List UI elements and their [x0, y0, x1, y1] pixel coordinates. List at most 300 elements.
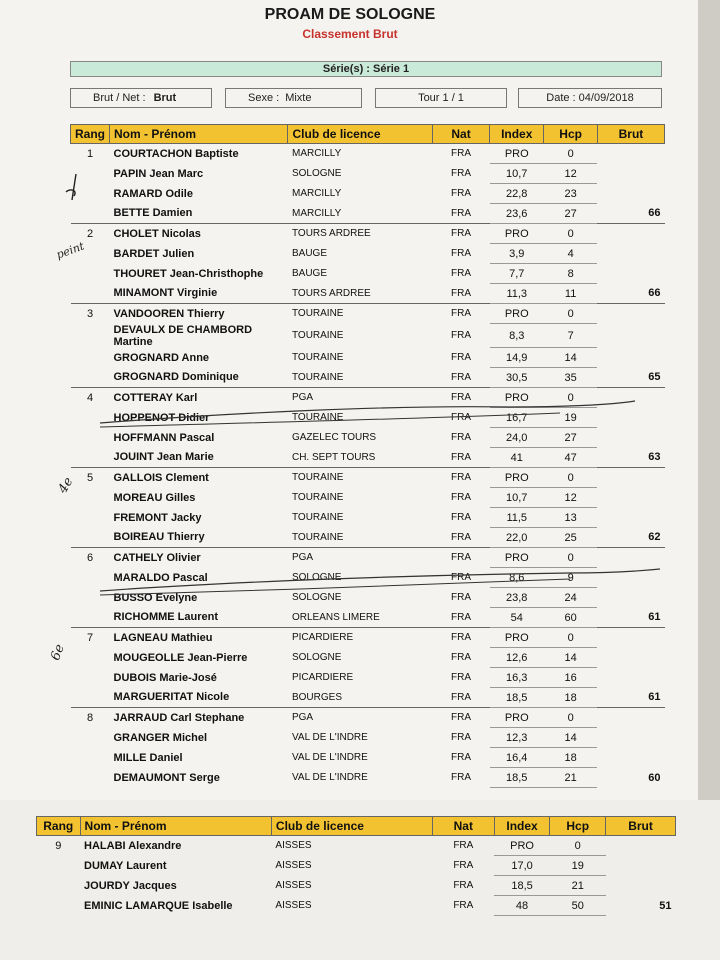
player-index: PRO [490, 144, 544, 164]
player-hcp: 14 [544, 728, 598, 748]
player-hcp: 16 [544, 668, 598, 688]
tour-value: Tour 1 / 1 [418, 92, 464, 104]
team-rank [71, 448, 110, 468]
serie-bar: Série(s) : Série 1 [70, 61, 662, 77]
player-index: 10,7 [490, 164, 544, 184]
player-index: PRO [490, 468, 544, 488]
player-name: DUMAY Laurent [84, 859, 167, 872]
player-club: TOURAINE [291, 512, 344, 523]
team-brut: 51 [659, 899, 672, 912]
player-name: LAGNEAU Mathieu [110, 628, 288, 648]
team-brut [606, 836, 676, 856]
player-hcp: 35 [544, 368, 598, 388]
player-name: PAPIN Jean Marc [113, 167, 204, 180]
player-nat: FRA [451, 432, 472, 443]
team-brut [597, 144, 664, 164]
player-club: PGA [288, 548, 432, 568]
team-brut: 61 [648, 611, 661, 624]
team-brut [597, 648, 664, 668]
player-club: VAL DE L'INDRE [291, 772, 368, 783]
player-name: MARALDO Pascal [113, 571, 208, 584]
page-title: PROAM DE SOLOGNE [264, 6, 436, 23]
player-name: HOPPENOT Didier [113, 411, 210, 424]
background-edge [698, 0, 720, 800]
player-index: 30,5 [490, 368, 544, 388]
team-rank [71, 648, 110, 668]
player-nat: FRA [451, 592, 472, 603]
player-club: MARCILLY [291, 148, 342, 160]
player-nat: FRA [451, 512, 472, 523]
team-brut [597, 548, 664, 568]
player-name: BUSSO Evelyne [113, 591, 198, 604]
team-brut [597, 388, 664, 408]
player-club: PGA [288, 388, 432, 408]
player-name: MOUGEOLLE Jean-Pierre [113, 651, 248, 664]
player-name: HOFFMANN Pascal [113, 431, 215, 444]
player-name: DEVAULX DE CHAMBORD Martine [113, 323, 253, 348]
player-name: DEMAUMONT Serge [113, 771, 220, 784]
player-nat: FRA [453, 880, 474, 891]
handwritten-note-2: peint [54, 239, 86, 262]
player-index: 22,0 [490, 528, 544, 548]
team-brut [597, 164, 664, 184]
player-name: BOIREAU Thierry [113, 531, 205, 544]
player-name: JARRAUD Carl Stephane [110, 708, 288, 728]
table-row [71, 748, 665, 768]
player-hcp: 12 [544, 164, 598, 184]
player-hcp: 0 [544, 388, 598, 408]
player-name: CATHELY Olivier [110, 548, 288, 568]
table-row [71, 468, 665, 488]
player-hcp: 0 [544, 304, 598, 324]
player-hcp: 47 [544, 448, 598, 468]
player-nat: FRA [451, 248, 472, 259]
team-brut [597, 408, 664, 428]
col-index: Index [490, 125, 544, 144]
team-rank: 3 [71, 304, 110, 324]
col-rang: Rang [37, 817, 81, 836]
player-nat: FRA [432, 708, 489, 728]
player-nat: FRA [451, 691, 472, 703]
player-club: PICARDIERE [288, 628, 432, 648]
table-row [71, 388, 665, 408]
player-name: RAMARD Odile [113, 187, 193, 200]
player-name: COTTERAY Karl [110, 388, 288, 408]
table-row [71, 264, 665, 284]
player-club: MARCILLY [291, 188, 342, 199]
team-brut [597, 244, 664, 264]
team-rank [37, 876, 81, 896]
results-table [70, 124, 665, 788]
player-hcp: 27 [544, 204, 598, 224]
team-brut [597, 628, 664, 648]
player-index: PRO [490, 708, 544, 728]
team-rank [71, 164, 110, 184]
player-club: TOURS ARDREE [288, 224, 432, 244]
tour-box [375, 88, 507, 108]
player-hcp: 24 [544, 588, 598, 608]
team-brut: 65 [648, 371, 661, 384]
player-index: 41 [490, 448, 544, 468]
team-brut [597, 348, 664, 368]
player-hcp: 19 [544, 408, 598, 428]
team-rank [71, 244, 110, 264]
player-name: JOURDY Jacques [84, 879, 177, 892]
brut-net-box [70, 88, 212, 108]
player-club: TOURAINE [291, 352, 344, 363]
player-nat: FRA [451, 207, 472, 219]
table-row [37, 836, 676, 856]
player-name: CHOLET Nicolas [110, 224, 288, 244]
col-brut: Brut [597, 125, 664, 144]
player-index: 3,9 [490, 244, 544, 264]
team-rank [71, 488, 110, 508]
team-brut [597, 728, 664, 748]
player-club: AISSES [275, 840, 312, 852]
team-rank [71, 324, 110, 348]
team-brut [597, 264, 664, 284]
player-nat: FRA [451, 492, 472, 503]
player-hcp: 0 [544, 224, 598, 244]
player-club: AISSES [275, 880, 312, 891]
player-club: MARCILLY [291, 207, 342, 219]
player-index: 16,4 [490, 748, 544, 768]
player-index: PRO [490, 304, 544, 324]
player-index: 14,9 [490, 348, 544, 368]
player-club: VAL DE L'INDRE [291, 752, 368, 763]
player-hcp: 21 [550, 876, 606, 896]
team-rank [37, 856, 81, 876]
col-club: Club de licence [288, 125, 432, 144]
table-row [71, 324, 665, 348]
player-name: BARDET Julien [113, 247, 195, 260]
table-row [37, 896, 676, 916]
player-nat: FRA [451, 772, 472, 783]
player-nat: FRA [453, 900, 474, 911]
player-nat: FRA [451, 188, 472, 199]
player-name: BETTE Damien [113, 207, 193, 220]
table-row [71, 628, 665, 648]
player-nat: FRA [451, 287, 472, 299]
team-brut [597, 708, 664, 728]
player-index: 8,6 [490, 568, 544, 588]
player-nat: FRA [451, 148, 472, 160]
player-index: 23,6 [490, 204, 544, 224]
player-hcp: 14 [544, 648, 598, 668]
team-brut [597, 468, 664, 488]
player-name: GROGNARD Anne [113, 351, 210, 364]
player-name: FREMONT Jacky [113, 511, 202, 524]
table-row [71, 608, 665, 628]
player-nat: FRA [432, 304, 489, 324]
table-row [71, 688, 665, 708]
player-index: 18,5 [494, 876, 550, 896]
col-index: Index [494, 817, 550, 836]
player-hcp: 8 [544, 264, 598, 284]
team-rank [37, 896, 81, 916]
col-nat: Nat [432, 817, 494, 836]
team-brut [597, 568, 664, 588]
player-name: RICHOMME Laurent [113, 611, 218, 624]
col-brut: Brut [606, 817, 676, 836]
player-hcp: 13 [544, 508, 598, 528]
player-name: COURTACHON Baptiste [113, 147, 239, 160]
brut-net-value: Brut [153, 92, 177, 104]
table-header-row [71, 125, 665, 144]
player-name: GRANGER Michel [113, 731, 208, 744]
team-rank: 1 [86, 147, 94, 160]
player-nat: FRA [451, 451, 472, 463]
player-nat: FRA [451, 752, 472, 763]
results-table-2 [36, 816, 676, 916]
col-club: Club de licence [271, 817, 432, 836]
player-index: 16,7 [490, 408, 544, 428]
player-index: PRO [490, 628, 544, 648]
player-hcp: 0 [544, 548, 598, 568]
player-nat: FRA [451, 371, 472, 383]
table-row [71, 588, 665, 608]
team-rank [71, 264, 110, 284]
player-hcp: 18 [544, 688, 598, 708]
team-brut [597, 224, 664, 244]
player-nat: FRA [451, 531, 472, 543]
player-nat: FRA [432, 548, 489, 568]
player-name: HALABI Alexandre [84, 839, 182, 852]
player-nat: FRA [451, 168, 472, 179]
player-hcp: 23 [544, 184, 598, 204]
col-nom: Nom - Prénom [80, 817, 271, 836]
player-hcp: 11 [544, 284, 598, 304]
player-hcp: 19 [550, 856, 606, 876]
player-hcp: 60 [544, 608, 598, 628]
player-name: GALLOIS Clement [110, 468, 288, 488]
team-brut: 66 [648, 287, 661, 300]
player-club: TOURAINE [288, 468, 432, 488]
player-club: AISSES [275, 860, 312, 871]
team-brut: 61 [648, 691, 661, 704]
player-index: 11,5 [490, 508, 544, 528]
player-name: DUBOIS Marie-José [113, 671, 217, 684]
player-club: TOURAINE [291, 412, 344, 423]
player-club: TOURAINE [291, 492, 344, 503]
player-name: GROGNARD Dominique [113, 371, 239, 384]
team-rank [71, 508, 110, 528]
team-rank [71, 184, 110, 204]
team-rank [71, 204, 110, 224]
player-hcp: 7 [544, 324, 598, 348]
player-nat: FRA [451, 652, 472, 663]
team-rank [71, 408, 110, 428]
player-nat: FRA [451, 268, 472, 279]
player-index: 7,7 [490, 264, 544, 284]
player-nat: FRA [451, 352, 472, 363]
team-rank: 4 [71, 388, 110, 408]
team-brut: 60 [648, 771, 661, 784]
player-nat: FRA [432, 468, 489, 488]
team-brut [597, 588, 664, 608]
table-row [71, 768, 665, 788]
player-nat: FRA [451, 412, 472, 423]
table-row [71, 284, 665, 304]
table-row [71, 224, 665, 244]
team-rank [71, 588, 110, 608]
player-club: TOURAINE [291, 330, 344, 341]
player-index: PRO [494, 836, 550, 856]
player-index: 16,3 [490, 668, 544, 688]
player-club: PGA [288, 708, 432, 728]
handwritten-note-5: 4e [55, 474, 77, 497]
player-club: AISSES [275, 900, 312, 911]
player-club: SOLOGNE [291, 592, 342, 603]
player-hcp: 0 [544, 468, 598, 488]
brut-net-label: Brut / Net : [93, 92, 146, 104]
player-index: 8,3 [490, 324, 544, 348]
player-name: VANDOOREN Thierry [110, 304, 288, 324]
team-rank: 9 [55, 839, 62, 852]
table-row [71, 184, 665, 204]
player-nat: FRA [432, 628, 489, 648]
player-index: 12,3 [490, 728, 544, 748]
player-hcp: 14 [544, 348, 598, 368]
team-brut [597, 488, 664, 508]
player-nat: FRA [451, 611, 472, 623]
player-club: TOURAINE [288, 304, 432, 324]
player-club: TOURAINE [291, 531, 344, 543]
player-index: PRO [490, 548, 544, 568]
team-brut [597, 668, 664, 688]
col-nat: Nat [432, 125, 489, 144]
sexe-label: Sexe : [248, 92, 280, 104]
player-name: JOUINT Jean Marie [113, 451, 214, 464]
team-brut [606, 856, 676, 876]
player-club: GAZELEC TOURS [291, 432, 377, 443]
player-hcp: 4 [544, 244, 598, 264]
player-index: 12,6 [490, 648, 544, 668]
team-rank: 5 [71, 468, 110, 488]
table-row [71, 668, 665, 688]
table-row [71, 244, 665, 264]
team-rank: 2 [71, 224, 110, 244]
player-club: SOLOGNE [291, 168, 342, 179]
player-name: THOURET Jean-Christhophe [113, 267, 264, 280]
col-hcp: Hcp [544, 125, 598, 144]
player-name: MARGUERITAT Nicole [113, 691, 230, 704]
table-row [71, 164, 665, 184]
player-hcp: 0 [544, 708, 598, 728]
player-club: SOLOGNE [291, 572, 342, 583]
player-index: 23,8 [490, 588, 544, 608]
player-club: VAL DE L'INDRE [291, 732, 368, 743]
player-hcp: 0 [550, 836, 606, 856]
team-brut: 63 [648, 451, 661, 464]
player-index: 11,3 [490, 284, 544, 304]
table-row [71, 204, 665, 224]
player-club: TOURS ARDREE [291, 287, 371, 299]
table-row [71, 368, 665, 388]
player-hcp: 50 [550, 896, 606, 916]
handwritten-note-7: 6e [48, 642, 68, 663]
table-row [71, 548, 665, 568]
team-brut [597, 184, 664, 204]
player-nat: FRA [451, 672, 472, 683]
player-hcp: 0 [544, 144, 598, 164]
player-nat: FRA [453, 840, 474, 852]
player-index: PRO [490, 224, 544, 244]
team-brut: 62 [648, 531, 661, 544]
team-brut [597, 428, 664, 448]
team-rank [71, 728, 110, 748]
player-hcp: 9 [544, 568, 598, 588]
team-rank [71, 668, 110, 688]
team-rank [71, 768, 110, 788]
table-row [71, 428, 665, 448]
table-row [37, 856, 676, 876]
date-box [518, 88, 662, 108]
player-club: ORLEANS LIMERE [291, 611, 380, 623]
results-table-body [71, 144, 665, 788]
team-brut [597, 508, 664, 528]
team-rank [71, 528, 110, 548]
sexe-value: Mixte [285, 92, 312, 104]
table-row [71, 488, 665, 508]
sexe-box [225, 88, 362, 108]
date-value: Date : 04/09/2018 [546, 92, 634, 104]
player-nat: FRA [432, 224, 489, 244]
player-name: MOREAU Gilles [113, 491, 196, 504]
player-nat: FRA [453, 860, 474, 871]
player-index: 18,5 [490, 768, 544, 788]
player-index: 18,5 [490, 688, 544, 708]
player-name: MINAMONT Virginie [113, 287, 218, 300]
player-nat: FRA [451, 732, 472, 743]
player-name: EMINIC LAMARQUE Isabelle [84, 899, 233, 912]
team-rank [71, 368, 110, 388]
player-index: 10,7 [490, 488, 544, 508]
team-rank: 8 [71, 708, 110, 728]
player-club: CH. SEPT TOURS [291, 451, 376, 463]
team-rank: 7 [71, 628, 110, 648]
player-club: TOURAINE [291, 371, 344, 383]
team-rank [71, 428, 110, 448]
table-row [71, 568, 665, 588]
team-brut: 66 [648, 207, 661, 220]
col-rang: Rang [71, 125, 110, 144]
team-rank [71, 568, 110, 588]
team-rank [71, 608, 110, 628]
player-nat: FRA [451, 572, 472, 583]
table-row [71, 304, 665, 324]
table-row [37, 876, 676, 896]
results-table-2-body [37, 836, 676, 916]
player-index: 48 [494, 896, 550, 916]
table-row [71, 648, 665, 668]
table-row [71, 348, 665, 368]
player-hcp: 18 [544, 748, 598, 768]
table-row [71, 144, 665, 164]
page-subtitle: Classement Brut [302, 27, 398, 41]
player-name: MILLE Daniel [113, 751, 183, 764]
table-header-row [37, 817, 676, 836]
player-nat: FRA [451, 330, 472, 341]
team-rank [71, 284, 110, 304]
player-club: BAUGE [291, 268, 327, 279]
player-nat: FRA [432, 388, 489, 408]
team-rank [71, 688, 110, 708]
team-rank: 6 [71, 548, 110, 568]
table-row [71, 408, 665, 428]
team-rank [71, 348, 110, 368]
table-row [71, 448, 665, 468]
